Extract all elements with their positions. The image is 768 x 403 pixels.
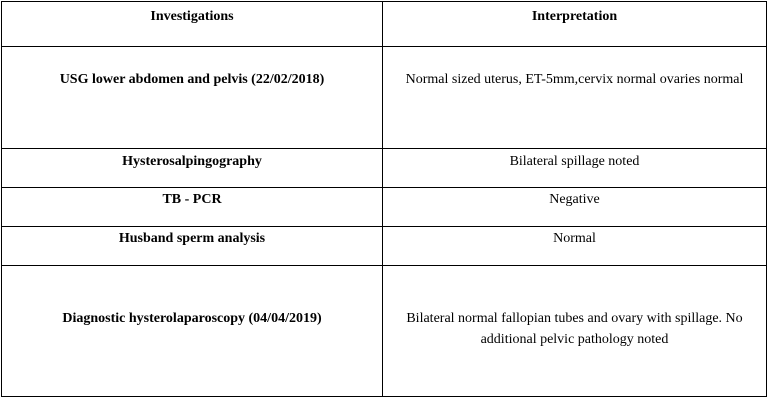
table-header-row bbox=[2, 2, 767, 47]
header-investigations: Investigations bbox=[2, 2, 383, 47]
table-row bbox=[2, 227, 767, 266]
interpretation-cell: Negative bbox=[383, 188, 767, 227]
investigation-cell: Hysterosalpingography bbox=[2, 149, 383, 188]
table-row bbox=[2, 266, 767, 397]
header-interpretation: Interpretation bbox=[383, 2, 767, 47]
table-row bbox=[2, 149, 767, 188]
interpretation-cell: Normal sized uterus, ET-5mm,cervix normal ovaries normal bbox=[383, 47, 767, 149]
table-row bbox=[2, 47, 767, 149]
investigations-table bbox=[1, 1, 767, 397]
investigation-cell: USG lower abdomen and pelvis (22/02/2018) bbox=[2, 47, 383, 149]
interpretation-cell: Bilateral spillage noted bbox=[383, 149, 767, 188]
interpretation-cell: Normal bbox=[383, 227, 767, 266]
interpretation-cell: Bilateral normal fallopian tubes and ovary with spillage. No additional pelvic pathology noted bbox=[383, 266, 767, 397]
table-row bbox=[2, 188, 767, 227]
investigation-cell: Husband sperm analysis bbox=[2, 227, 383, 266]
investigation-cell: TB - PCR bbox=[2, 188, 383, 227]
investigation-cell: Diagnostic hysterolaparoscopy (04/04/2019) bbox=[2, 266, 383, 397]
